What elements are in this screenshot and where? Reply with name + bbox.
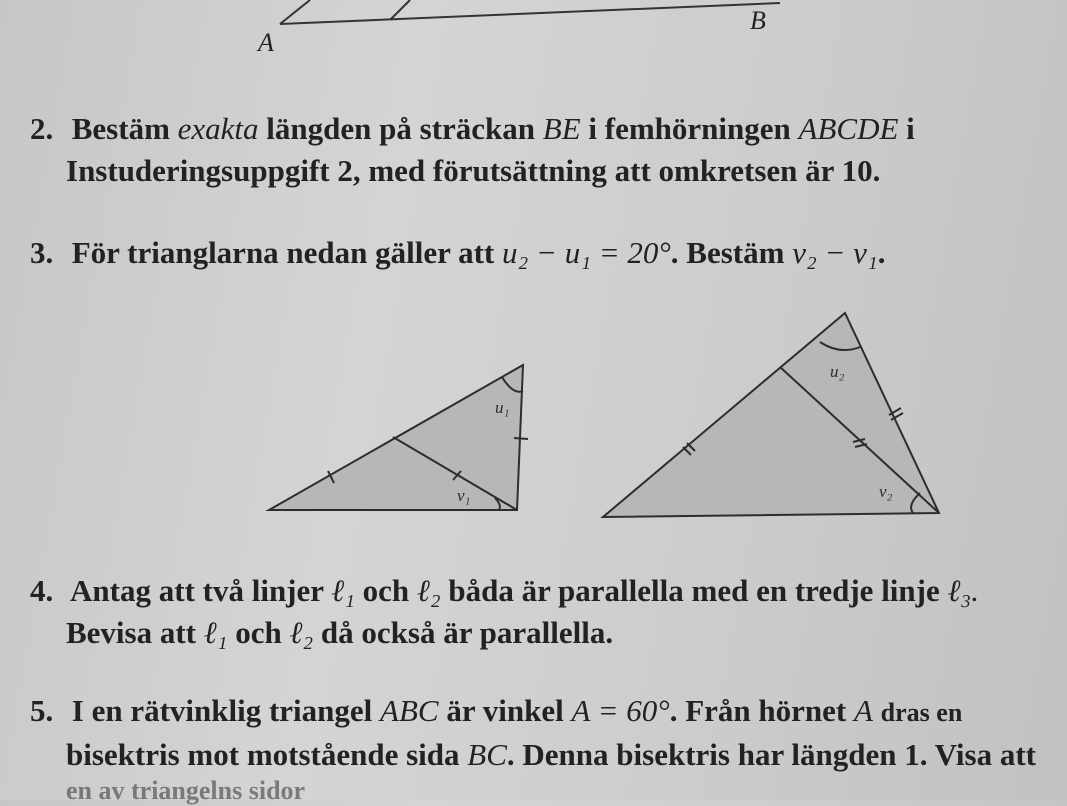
- p2-polygon: ABCDE: [798, 111, 899, 146]
- p5-text: . Denna bisektris har längden 1. Visa att: [506, 737, 1036, 772]
- p2-text: i femhörningen: [588, 111, 791, 146]
- p5-text: är vinkel: [446, 693, 564, 728]
- p5-math: BC: [467, 737, 507, 772]
- p4-math: ℓ₂: [416, 573, 441, 608]
- left-tick-3: [514, 438, 528, 439]
- p5-text: dras en: [880, 698, 963, 727]
- p4-math: ℓ₃.: [947, 573, 979, 608]
- p4-text: och: [362, 573, 410, 608]
- problem-5: [30, 690, 1040, 806]
- problem-3: [30, 232, 1040, 274]
- p3-math: u₂ − u₁ = 20°: [502, 235, 671, 270]
- problem-4: [30, 570, 1040, 654]
- p4-text: och: [235, 615, 282, 650]
- problem-2-line-2: Instuderingsuppgift 2, med förutsättning att omkretsen är 10.: [66, 153, 881, 188]
- p4-text: Bevisa att: [66, 615, 197, 650]
- p5-text: bisektris mot motstående sida: [66, 737, 460, 772]
- p4-math: ℓ₂: [289, 615, 314, 650]
- p4-text: båda är parallella med en tredje linje: [448, 573, 940, 608]
- problem-5-number: 5.: [30, 693, 54, 728]
- top-triangle-side: [280, 0, 310, 24]
- p2-emphasis: exakta: [177, 111, 259, 146]
- problem-5-line-3: en av triangelns sidor: [66, 776, 306, 805]
- top-triangle-inner: [390, 0, 410, 20]
- top-triangle-base: [280, 3, 780, 24]
- point-label-b: B: [750, 6, 766, 35]
- right-triangle-figure: [595, 305, 955, 525]
- problem-2-number: 2.: [30, 111, 54, 146]
- p5-text: I en rätvinklig triangel: [71, 693, 373, 728]
- p5-text: . Från hörnet: [669, 693, 847, 728]
- problem-4-line-1: [30, 570, 1040, 612]
- p3-math: v₂ − v₁: [792, 235, 878, 270]
- problem-2-line-1: [30, 108, 1040, 150]
- problem-4-number: 4.: [30, 573, 54, 608]
- label-u1: u₁: [495, 398, 510, 417]
- p5-math: ABC: [380, 693, 439, 728]
- p3-text: . Bestäm: [670, 235, 785, 270]
- p5-math: A = 60°: [571, 693, 670, 728]
- label-u2: u₂: [830, 362, 845, 381]
- p4-math: ℓ₁: [203, 615, 228, 650]
- label-v1: v₁: [457, 486, 471, 505]
- p3-text: För trianglarna nedan gäller att: [71, 235, 495, 270]
- problem-5-line-2: [30, 734, 1040, 776]
- left-triangle-figure: [255, 355, 545, 530]
- p4-text: då också är parallella.: [320, 615, 614, 650]
- problem-3-number: 3.: [30, 235, 54, 270]
- problem-3-line-1: [30, 232, 1040, 274]
- problem-2: [30, 108, 1040, 192]
- problem-4-line-2: [30, 612, 1040, 654]
- p3-text: .: [877, 235, 886, 270]
- p2-text: Bestäm: [71, 111, 170, 146]
- p5-math: A: [853, 693, 873, 728]
- p4-math: ℓ₁: [331, 573, 355, 608]
- problem-5-line-1: [30, 690, 1040, 734]
- p2-text: längden på sträckan: [266, 111, 536, 146]
- p4-text: Antag att två linjer: [70, 573, 324, 608]
- label-v2: v₂: [879, 482, 893, 501]
- p2-segment: BE: [542, 111, 581, 146]
- top-triangle-figure: [0, 0, 1067, 60]
- point-label-a: A: [258, 28, 274, 57]
- p2-text: i: [906, 111, 915, 146]
